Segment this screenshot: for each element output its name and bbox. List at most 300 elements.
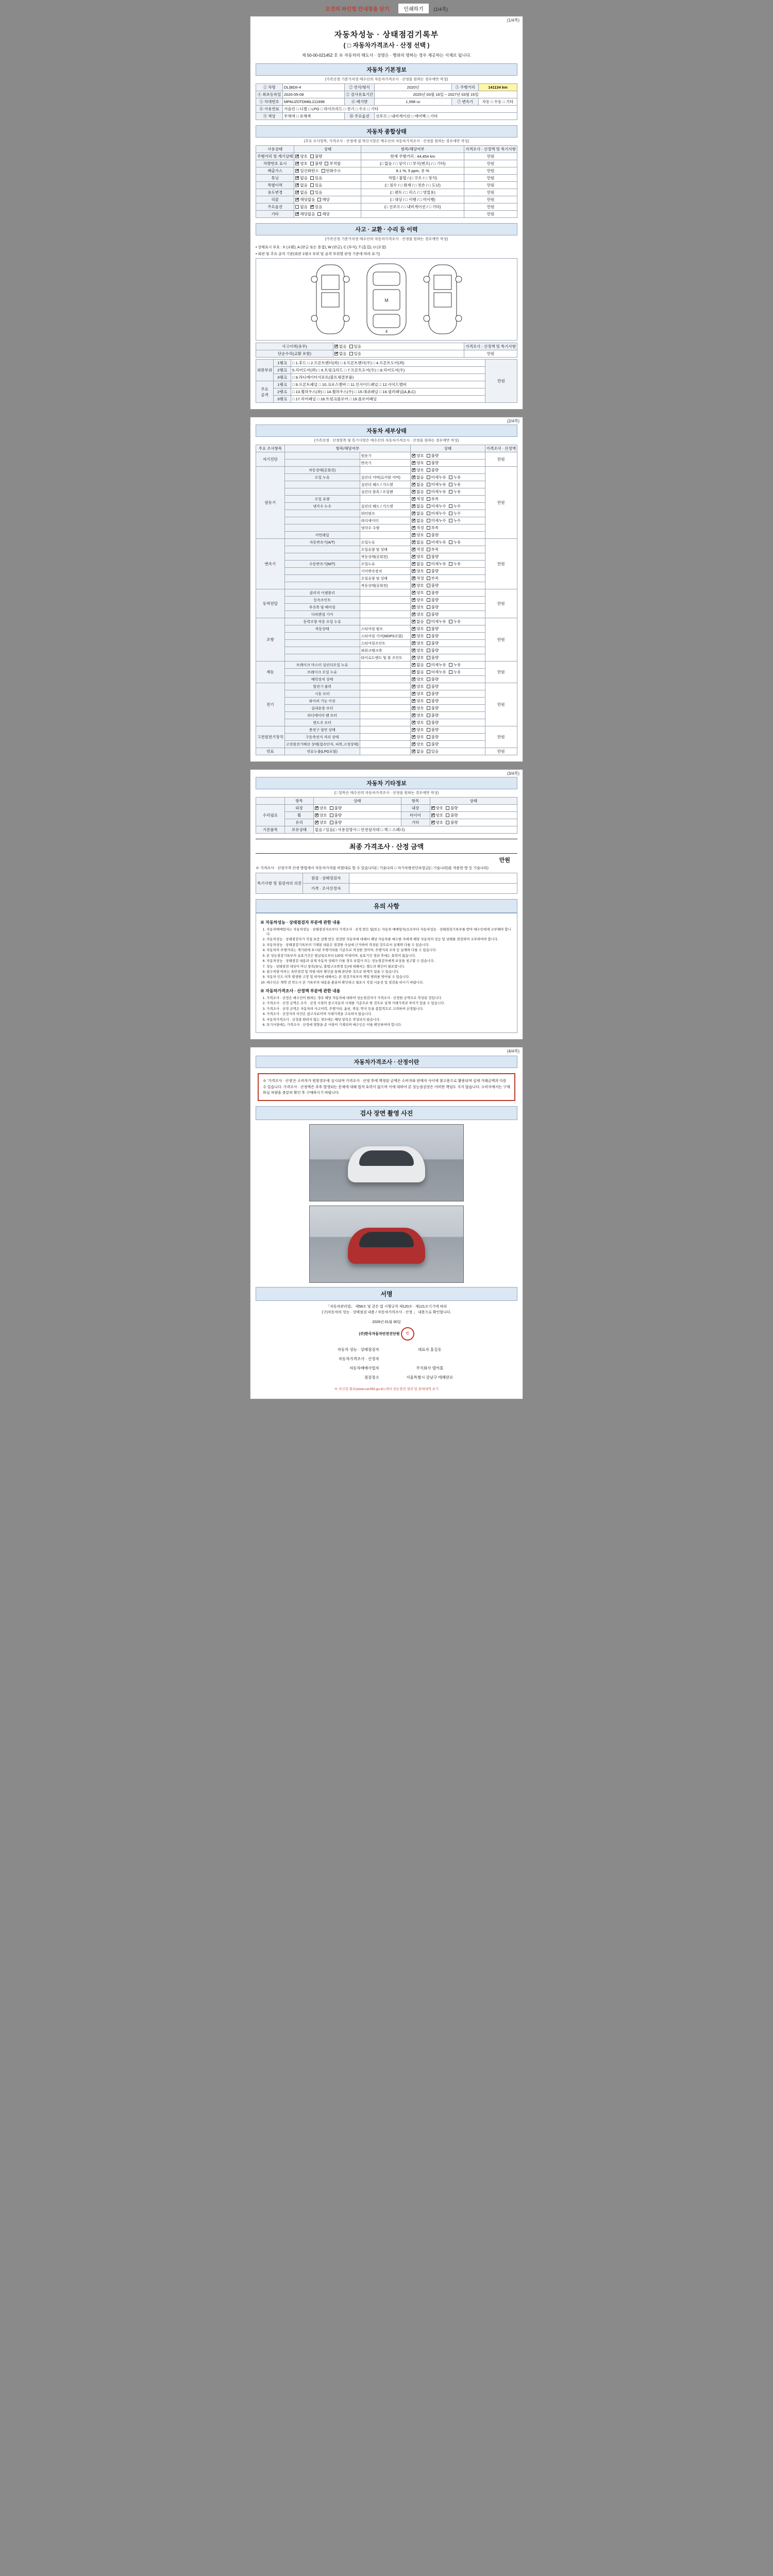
col-header: 항목 — [285, 798, 314, 805]
detail-item-label: 변속기 — [360, 460, 411, 467]
table-row — [256, 734, 517, 741]
table-row — [296, 1374, 477, 1382]
detail-item-label: 타이로드엔드 및 볼 조인트 — [360, 654, 411, 662]
cell-label: ③ 주행거리 — [452, 84, 479, 91]
row-state[interactable]: ✔ 없음 있음 — [333, 350, 464, 358]
detail-item-label — [360, 726, 411, 734]
table-row — [256, 374, 517, 381]
table-row — [256, 618, 517, 625]
detail-item-label: 스티어링조인트 — [360, 640, 411, 647]
detail-item-label — [360, 467, 411, 474]
row-state[interactable]: ✔ 양호 불량 — [294, 153, 361, 160]
panel-group-label: 외판부위 — [256, 360, 274, 381]
table-row — [256, 662, 517, 669]
detail-sub-label: 오일 누유 — [284, 474, 360, 481]
detail-state-cell[interactable]: ✔ 양호 불량 — [411, 719, 485, 726]
table-row — [256, 575, 517, 582]
detail-item-label: 라디에이터 — [360, 517, 411, 524]
row-value: 만원 — [464, 204, 517, 211]
detail-group-label: 원동기 — [256, 467, 285, 539]
table-row — [256, 153, 517, 160]
detail-item-label: 실린더 헤드 / 가스켓 — [360, 503, 411, 510]
detail-group-value: 만원 — [485, 467, 517, 539]
detail-state-cell[interactable]: ✔ 없음 미세누유 누유 — [411, 474, 485, 481]
caution-item: 8. 침수차량 여부는 육안점검 및 차량 내부 확인을 통해 판단한 것으로 한계가 있을 수 있습니다. — [266, 970, 513, 974]
cell-item: 보유상태 — [285, 826, 314, 834]
detail-state-cell[interactable]: ✔ 양호 불량 — [411, 467, 485, 474]
rank-label: 1랭크 — [274, 381, 291, 388]
row-label: 자동차가격조사 · 산정자 — [338, 1357, 379, 1362]
row-value: 만원 — [464, 153, 517, 160]
table-row — [256, 517, 517, 524]
table-row — [256, 553, 517, 561]
row-state[interactable]: ✔ 없음 있음 — [333, 343, 464, 350]
basic-info-table — [256, 83, 517, 120]
page-1-mark: (1/4쪽) — [507, 18, 519, 23]
detail-group-value: 만원 — [485, 589, 517, 618]
cell-label: ⑨ 색상 — [256, 113, 283, 120]
detail-state-cell[interactable]: ✔ 양호 불량 — [411, 460, 485, 467]
doc-number-line: 제 50-00-021452 호 ※ 자동차의 매도사 · 성명은 · 행위의 명하는 경우 제공하는 서체로 됩니다. — [301, 53, 472, 58]
detail-item-label — [360, 705, 411, 712]
row-label: 차량번호 표시 — [256, 160, 294, 167]
row-state[interactable]: ✔ 없음 있음 — [294, 182, 361, 189]
table-row — [256, 726, 517, 734]
detail-group-label: 조향 — [256, 618, 285, 662]
table-row — [256, 452, 517, 460]
sign-line-1: 「자동차관리법」 제58조 및 같은 법 시행규칙 제120조 · 제121조기기에 따라 — [326, 1304, 447, 1309]
table-row — [256, 360, 517, 367]
col-header: 상태 — [294, 146, 361, 153]
table-row — [256, 467, 517, 474]
row-label: 기타 — [256, 211, 294, 218]
other-info-table — [256, 797, 517, 834]
table-row — [256, 582, 517, 589]
table-row — [256, 113, 517, 120]
sign-line-2: (구)자동차의 성능 · 상태점검 내용 / 자동차가격조사 · 산정 」 내용으로 확인합니다. — [322, 1311, 451, 1315]
detail-sub-label — [284, 568, 360, 575]
row-detail: (□ 침수 / □ 화재 / □ 전손 / □ 도난) — [361, 182, 464, 189]
detail-state-cell[interactable]: ✔ 양호 불량 — [411, 597, 485, 604]
detail-state-cell[interactable]: ✔ 양호 불량 — [411, 654, 485, 662]
rank-items[interactable]: □ 9.라디에이터서포트(볼트체결부품) — [291, 374, 485, 381]
row-value: 만원 — [464, 167, 517, 175]
detail-state-cell[interactable]: ✔ 양호 불량 — [411, 611, 485, 618]
final-price-value: 만원 — [499, 857, 510, 863]
detail-state-cell[interactable]: ✔ 양호 불량 — [411, 589, 485, 597]
detail-sub-label — [284, 481, 360, 488]
cell-state[interactable]: ✔ 양호 불량 — [314, 805, 401, 812]
detail-sub-label: 등속조인트 — [284, 597, 360, 604]
table-row — [256, 690, 517, 698]
section-accident-title: 사고 · 교환 · 수리 등 이력 — [256, 223, 517, 235]
detail-sub-label: 발전기 출력 — [284, 683, 360, 690]
print-button[interactable]: 인쇄하기 — [398, 3, 429, 14]
table-row — [256, 388, 517, 396]
caution-item: 10. 매수인은 계약 전 반드시 본 기록부의 내용을 충분히 확인하고 필요시 직접 시운전 및 점검을 하시기 바랍니다. — [266, 980, 513, 985]
detail-item-label — [360, 604, 411, 611]
page-4-mark: (4/4쪽) — [507, 1049, 519, 1054]
row-value — [382, 1355, 477, 1363]
detail-state-cell[interactable]: ✔ 양호 불량 — [411, 712, 485, 719]
detail-state-cell[interactable]: ✔ 양호 불량 — [411, 452, 485, 460]
row-detail: 8.1 %, 5 ppm, 유 % — [361, 167, 464, 175]
detail-group-label: 연료 — [256, 748, 285, 755]
cell-label: ⑩ 주요옵션 — [345, 113, 375, 120]
detail-item-label — [360, 712, 411, 719]
frame-group-label: 주요 골격 — [256, 381, 274, 403]
detail-sub-label: 시동 모터 — [284, 690, 360, 698]
detail-group-label: 고전원전기장치 — [256, 726, 285, 748]
detail-state-cell[interactable]: ✔ 없음 있음 — [411, 748, 485, 755]
row-state[interactable]: ✔ 없음 있음 — [294, 175, 361, 182]
detail-table-body — [256, 452, 517, 755]
detail-state-cell[interactable]: ✔ 적정 부족 — [411, 496, 485, 503]
detail-sub-label: 작동상태 — [284, 625, 360, 633]
table-row — [256, 503, 517, 510]
detail-item-label: 스티어링 기어(MDPS포함) — [360, 633, 411, 640]
table-row — [256, 741, 517, 748]
cell-label: ④ 최초등록일 — [256, 91, 283, 98]
detail-item-label — [360, 611, 411, 618]
row-detail: (□ 선루프 / □ 내비게이션 / □ 기타) — [361, 204, 464, 211]
table-row — [256, 597, 517, 604]
detail-state-cell[interactable]: ✔ 양호 불량 — [411, 625, 485, 633]
row-value-header: 가격조사 · 산정액 및 특기사항 — [464, 343, 517, 350]
detail-sub-label: 커먼레일 — [284, 532, 360, 539]
row-value: 만원 — [464, 189, 517, 196]
detail-state-cell[interactable]: ✔ 없음 미세누수 누수 — [411, 503, 485, 510]
sign-company-name: (주)한국자동차안전진단원 — [359, 1332, 400, 1336]
panel-value: 만원 — [485, 360, 517, 403]
cell-state[interactable]: 없음 / 있음(□ 사용설명서 □ 안전삼각대 □ 잭 □ 스패너) — [314, 826, 517, 834]
photo-section-title: 검사 장면 촬영 사진 — [256, 1106, 517, 1120]
detail-state-cell[interactable]: ✔ 양호 불량 — [411, 726, 485, 734]
car-top-view-diagram — [356, 261, 417, 338]
detail-sub-label: 동력조향 작동 오일 누유 — [284, 618, 360, 625]
detail-item-label — [360, 683, 411, 690]
detail-state-cell[interactable]: ✔ 양호 불량 — [411, 640, 485, 647]
row-label: 기본품목 — [256, 826, 285, 834]
row-value[interactable] — [349, 873, 517, 884]
row-label: 특별이력 — [256, 182, 294, 189]
inspection-photo-front — [309, 1124, 464, 1201]
rank-items[interactable]: □ 13.휠하우스(좌) □ 14.휠하우스(우) □ 15.대쉬패널 □ 16.필러패널(A,B,C) — [291, 388, 485, 396]
row-value: 만원 — [464, 196, 517, 204]
detail-item-label — [360, 496, 411, 503]
detail-state-cell[interactable]: ✔ 없음 미세누유 누유 — [411, 561, 485, 568]
detail-item-label: 실린더 블록 / 오일팬 — [360, 488, 411, 496]
detail-item-label: 파워크랭크축 — [360, 647, 411, 654]
detail-state-cell[interactable]: ✔ 없음 미세누유 누유 — [411, 662, 485, 669]
detail-state-cell[interactable]: ✔ 적정 부족 — [411, 524, 485, 532]
section-basic-title: 자동차 기본정보 — [256, 63, 517, 76]
table-row — [256, 647, 517, 654]
detail-item-label: 원동기 — [360, 452, 411, 460]
caution-item: 3. 자동차성능 · 상태점검기록부의 기재된 내용은 점검한 사실에 근거하여 작성된 것으로서 실제와 다를 수 있습니다. — [266, 943, 513, 947]
cell-label: ② 연식/형식 — [345, 84, 375, 91]
table-row — [256, 748, 517, 755]
cautions-head-1: ※ 자동차성능 · 상태점검자 부분에 관한 내용 — [260, 920, 341, 925]
table-row — [296, 1355, 477, 1363]
rank-items[interactable]: □ 1.후드 □ 2.프론트펜더(좌) □ 3.프론트펜더(우) □ 4.프론트도어(좌) — [291, 360, 485, 367]
detail-sub-label: 라디에이터 팬 모터 — [284, 712, 360, 719]
detail-sub-label: 브레이크 오일 누유 — [284, 669, 360, 676]
row-state[interactable]: ✔ 해당없음 해당 — [294, 196, 361, 204]
table-row — [296, 1364, 477, 1372]
svg-text:4: 4 — [385, 329, 388, 334]
detail-state-cell[interactable]: ✔ 적정 부족 — [411, 546, 485, 553]
detail-item-label — [360, 532, 411, 539]
table-row — [256, 719, 517, 726]
cell-state[interactable]: ✔ 양호 불량 — [430, 819, 517, 826]
detail-item-label — [360, 676, 411, 683]
table-row — [256, 589, 517, 597]
rank-label: 1랭크 — [274, 360, 291, 367]
table-row — [256, 712, 517, 719]
table-row — [256, 98, 517, 106]
detail-state-cell[interactable]: ✔ 양호 불량 — [411, 568, 485, 575]
page-3-mark: (3/4쪽) — [507, 771, 519, 776]
detail-item-label — [360, 690, 411, 698]
cell-label: ⑦ 변속기 — [452, 98, 479, 106]
detail-state-cell[interactable]: ✔ 양호 불량 — [411, 676, 485, 683]
cell-state[interactable]: ✔ 양호 불량 — [430, 805, 517, 812]
detail-state-cell[interactable]: ✔ 양호 불량 — [411, 698, 485, 705]
row-state[interactable]: ✔ 일산화탄소 탄화수소 — [294, 167, 361, 175]
detail-group-value: 만원 — [485, 618, 517, 662]
detail-state-cell[interactable]: ✔ 양호 불량 — [411, 683, 485, 690]
cell-value: 2020-05-08 — [283, 91, 345, 98]
detail-state-cell[interactable]: ✔ 적정 부족 — [411, 575, 485, 582]
car-diagram-row — [258, 261, 515, 338]
row-state[interactable]: ✔ 없음 있음 — [294, 189, 361, 196]
detail-sub-label: 오일 유량 — [284, 496, 360, 503]
top-notice-bar — [0, 0, 773, 16]
detail-sub-label — [284, 582, 360, 589]
footer-note: ※ 자신전 회보(www.car365.go.kr) 에서 성능점검 결과 및 판매내역 보기 — [334, 1387, 439, 1392]
cell-value: 선루프 □ 내비게이션 □ 에어백 □ 기타 — [375, 113, 517, 120]
detail-state-cell[interactable]: ✔ 없음 미세누수 누수 — [411, 510, 485, 517]
cell-item: 기타 — [401, 819, 430, 826]
detail-state-cell[interactable]: ✔ 양호 불량 — [411, 705, 485, 712]
detail-sub-label — [284, 460, 360, 467]
sheet-page-1 — [250, 16, 523, 410]
table-row — [256, 460, 517, 467]
signature-section-title: 서명 — [256, 1287, 517, 1301]
special-remarks-table — [256, 873, 517, 894]
car-photo-shape — [348, 1228, 425, 1264]
rank-label: 3랭크 — [274, 374, 291, 381]
cautions-list-2 — [266, 996, 513, 1028]
detail-sub-label: 윈도우 모터 — [284, 719, 360, 726]
caution-item: 1. 자동차매매업자는 자동차성능 · 상태점검자로부터 가격조사 · 산정 받은 팀(또는 자동차 매매업자)으로부터 자동차성능 · 상태점검기록부를 받아 매수인에게 교부해야 합니다. — [266, 927, 513, 937]
section-detail-title: 자동차 세부상태 — [256, 425, 517, 437]
seal-stamp-icon: 인 — [401, 1327, 414, 1341]
row-label: 배출가스 — [256, 167, 294, 175]
cell-state[interactable]: ✔ 양호 불량 — [430, 812, 517, 819]
row-state[interactable]: 없음 ✔ 있음 — [294, 204, 361, 211]
detail-item-label: 오일누유 — [360, 539, 411, 546]
final-price-note: ※ 가격조사 · 산정가격 산정 방법에서 자동차가격을 비할대로 할 수 있습니다(□ 기술나라 □ 자기차량진단보험금(□ 기술나라)을 적용한 방 등 기술나라) — [256, 867, 489, 870]
table-row — [256, 481, 517, 488]
table-row — [256, 812, 517, 819]
table-row — [256, 683, 517, 690]
table-row — [256, 510, 517, 517]
table-row — [256, 524, 517, 532]
detail-item-label: 워터펌프 — [360, 510, 411, 517]
detail-group-label: 동력전달 — [256, 589, 285, 618]
cell-label: ② 검사유효기간 — [345, 91, 375, 98]
caution-item: 4. 가격조사 · 산정자의 의견은 참고자료이며 거래가격을 구속하지 않습니다. — [266, 1012, 513, 1016]
detail-group-value: 만원 — [485, 452, 517, 467]
detail-sub-label: 수동변속기(M/T) — [284, 561, 360, 568]
table-row — [256, 546, 517, 553]
detail-item-label: 스티어링 펌프 — [360, 625, 411, 633]
row-label: 주요옵션 — [256, 204, 294, 211]
rank-items[interactable]: 5.리어도어(좌) □ 6.트렁크리드 □ 7.프론트도어(우) □ 8.리어도어(우) — [291, 367, 485, 374]
table-row — [256, 84, 517, 91]
detail-state-cell[interactable]: ✔ 없음 미세누유 누유 — [411, 618, 485, 625]
row-value: 서울특별시 강남구 테헤란로 — [406, 1375, 453, 1380]
detail-state-cell[interactable]: ✔ 양호 불량 — [411, 604, 485, 611]
detail-state-cell[interactable]: ✔ 양호 불량 — [411, 690, 485, 698]
cell-value: 가솔린 □ 디젤 □ LPG □ 하이브리드 □ 전기 □ 수소 □ 기타 — [283, 106, 517, 113]
detail-state-cell[interactable]: ✔ 양호 불량 — [411, 647, 485, 654]
table-row — [256, 539, 517, 546]
detail-sub-label — [284, 452, 360, 460]
detail-item-label — [360, 719, 411, 726]
detail-state-cell[interactable]: ✔ 없음 미세누유 누유 — [411, 539, 485, 546]
row-state[interactable]: ✔ 양호 불량 부적합 — [294, 160, 361, 167]
cell-state[interactable]: ✔ 양호 불량 — [314, 819, 401, 826]
section-other-note: (□ 항목은 매수산의 자동차가격조사 · 산정을 원하는 경우에만 작성) — [334, 791, 439, 795]
car-left-side-diagram — [307, 261, 354, 338]
detail-sub-label: 실내송풍 모터 — [284, 705, 360, 712]
detail-group-value: 만원 — [485, 683, 517, 726]
inspection-photo-rear — [309, 1206, 464, 1283]
table-row — [256, 805, 517, 812]
detail-state-cell[interactable]: ✔ 없음 미세누유 누유 — [411, 488, 485, 496]
cell-item: 타이어 — [401, 812, 430, 819]
detail-sub-label — [284, 647, 360, 654]
cell-item: 유리 — [285, 819, 314, 826]
detail-state-cell[interactable]: ✔ 없음 미세누유 누유 — [411, 481, 485, 488]
cell-item: 외장 — [285, 805, 314, 812]
caution-item: 3. 가격조사 · 산정 금액은 자동차의 사고이력, 주행거리, 옵션, 색상, 연식 등을 종합적으로 고려하여 산정됩니다. — [266, 1007, 513, 1011]
col-header: 가격조사 · 산정액 및 특기사항 — [464, 146, 517, 153]
col-header: 항목/해당여부 — [284, 445, 410, 452]
cell-item: 휠 — [285, 812, 314, 819]
overall-state-table — [256, 145, 517, 218]
detail-group-value: 만원 — [485, 726, 517, 748]
caution-item: 2. 가격조사 · 산정 금액은 조사 · 산정 시점의 중고자동차 시세를 기준으로 한 것으로 실제 거래가격과 차이가 있을 수 있습니다. — [266, 1001, 513, 1006]
table-row — [256, 106, 517, 113]
detail-group-label: 자기진단 — [256, 452, 285, 467]
table-row — [256, 698, 517, 705]
caution-item: 9. 자동차 인도 이후 발생한 고장 및 하자에 대해서는 본 점검기록부의 책임 범위를 벗어날 수 있습니다. — [266, 975, 513, 979]
table-row — [256, 182, 517, 189]
cell-value: 2025년 03월 16일 ~ 2027년 03월 15일 — [375, 91, 517, 98]
detail-sub-label — [284, 640, 360, 647]
price-survey-warning: ※ '가격조사 · 산정'은 소비자가 원할경우에 실시되며 가격조사 · 산정 후에 책정된 금액은 소비자와 판매자 사이에 참고용으로 활용되며 실제 거래금액과 다를 수 있습니다. 가격조사 · 산정액은 추후 발생되는 문제에 대해 법적 효력이 없으며 이에 대하여 본 성능점검장은 어떠한 책임도 지지 않습니다. 소비자께서는 구매하실 차량을 충분히 확인 후 구매하시기 바랍니다. — [258, 1073, 515, 1101]
car-right-side-diagram — [419, 261, 466, 338]
detail-sub-label — [284, 517, 360, 524]
row-detail: (□ 없음 / □ 상이 / □ 부식(변조) / □ 기타) — [361, 160, 464, 167]
sheet-page-4 — [250, 1047, 523, 1399]
cell-value: 2020년 — [375, 84, 452, 91]
detail-group-value: 만원 — [485, 539, 517, 589]
detail-item-label: 오일유량 및 상태 — [360, 546, 411, 553]
col-header — [256, 798, 285, 805]
price-survey-title: 자동차가격조사 · 산정이란 — [256, 1056, 517, 1068]
cell-value: 무채색 □ 유채색 — [283, 113, 345, 120]
detail-state-cell[interactable]: ✔ 양호 불량 — [411, 633, 485, 640]
rank-label: 2랭크 — [274, 388, 291, 396]
rank-items[interactable]: □ 9.프론트패널 □ 10.크로스멤버 □ 11.인사이드패널 □ 12.사이드멤버 — [291, 381, 485, 388]
table-row — [256, 488, 517, 496]
detail-state-cell[interactable]: ✔ 양호 불량 — [411, 582, 485, 589]
rank-label: 3랭크 — [274, 396, 291, 403]
table-row — [256, 705, 517, 712]
cautions-head-2: ※ 자동차가격조사 · 산정액 부분에 관한 내용 — [260, 989, 341, 994]
row-value[interactable] — [349, 884, 517, 894]
detail-state-cell[interactable]: ✔ 양호 불량 — [411, 741, 485, 748]
table-row — [256, 611, 517, 618]
detail-state-cell[interactable]: ✔ 없음 미세누유 누유 — [411, 669, 485, 676]
accident-legend-2: • 외판 및 주요 골격 기준(외판 1랭크 부위 및 골격 부위별 판정 기준에 따라 표기) — [256, 252, 380, 256]
detail-item-label — [360, 734, 411, 741]
detail-state-cell[interactable]: ✔ 양호 불량 — [411, 532, 485, 539]
row-value: 만원 — [464, 160, 517, 167]
cell-state[interactable]: ✔ 양호 불량 — [314, 812, 401, 819]
table-row — [256, 633, 517, 640]
table-header-row — [256, 445, 517, 452]
table-row — [256, 474, 517, 481]
caution-item: 5. 본 성능점검기록부의 유효기간은 발급일로부터 120일 이내이며, 유효기간 경과 후에는 효력이 없습니다. — [266, 954, 513, 958]
detail-state-cell[interactable]: ✔ 양호 불량 — [411, 553, 485, 561]
sign-date: 2026년 01월 30일 — [372, 1320, 401, 1325]
row-label: 리콜 — [256, 196, 294, 204]
row-value: 대표자 홍길동 — [418, 1347, 442, 1352]
row-value: 주식회사 델카몰 — [416, 1366, 444, 1371]
page-indicator: (1/4쪽) — [433, 7, 448, 12]
detail-sub-label: 작동상태(공회전) — [284, 467, 360, 474]
row-value: 만원 — [464, 182, 517, 189]
col-header: 항목 — [401, 798, 430, 805]
table-row — [256, 175, 517, 182]
detail-state-cell[interactable]: ✔ 없음 미세누수 누수 — [411, 517, 485, 524]
section-overall-note: (주요 조사항목, 가격조사 · 산정에 필 혁신사항은 매수산의 자동차가격조사 · 산정을 원하는 경우에만 작성) — [304, 140, 469, 143]
row-detail: 현재 주행거리 : 44,454 km — [361, 153, 464, 160]
section-accident-note: (가족선정 기준가치정 매수산의 자동차가격조사 · 산정을 원하는 경우에만 작성) — [325, 238, 448, 241]
detail-item-label — [360, 597, 411, 604]
detail-state-cell[interactable]: ✔ 양호 불량 — [411, 734, 485, 741]
row-state[interactable]: ✔ 해당없음 해당 — [294, 211, 361, 218]
table-row — [256, 204, 517, 211]
detail-sub-label: 구동축전지 격리 상태 — [284, 734, 360, 741]
detail-sub-label: 연료누출(LPG포함) — [284, 748, 360, 755]
detail-state-table — [256, 445, 517, 755]
row-value: 만원 — [464, 175, 517, 182]
detail-item-label — [360, 748, 411, 755]
cell-label: ① 차명 — [256, 84, 283, 91]
section-other-title: 자동차 기타정보 — [256, 777, 517, 789]
table-row — [256, 91, 517, 98]
detail-item-label: 기어변속장치 — [360, 568, 411, 575]
rank-items[interactable]: □ 17.리어패널 □ 18.트렁크플로어 □ 19.플로어패널 — [291, 396, 485, 403]
rank-label: 2랭크 — [274, 367, 291, 374]
